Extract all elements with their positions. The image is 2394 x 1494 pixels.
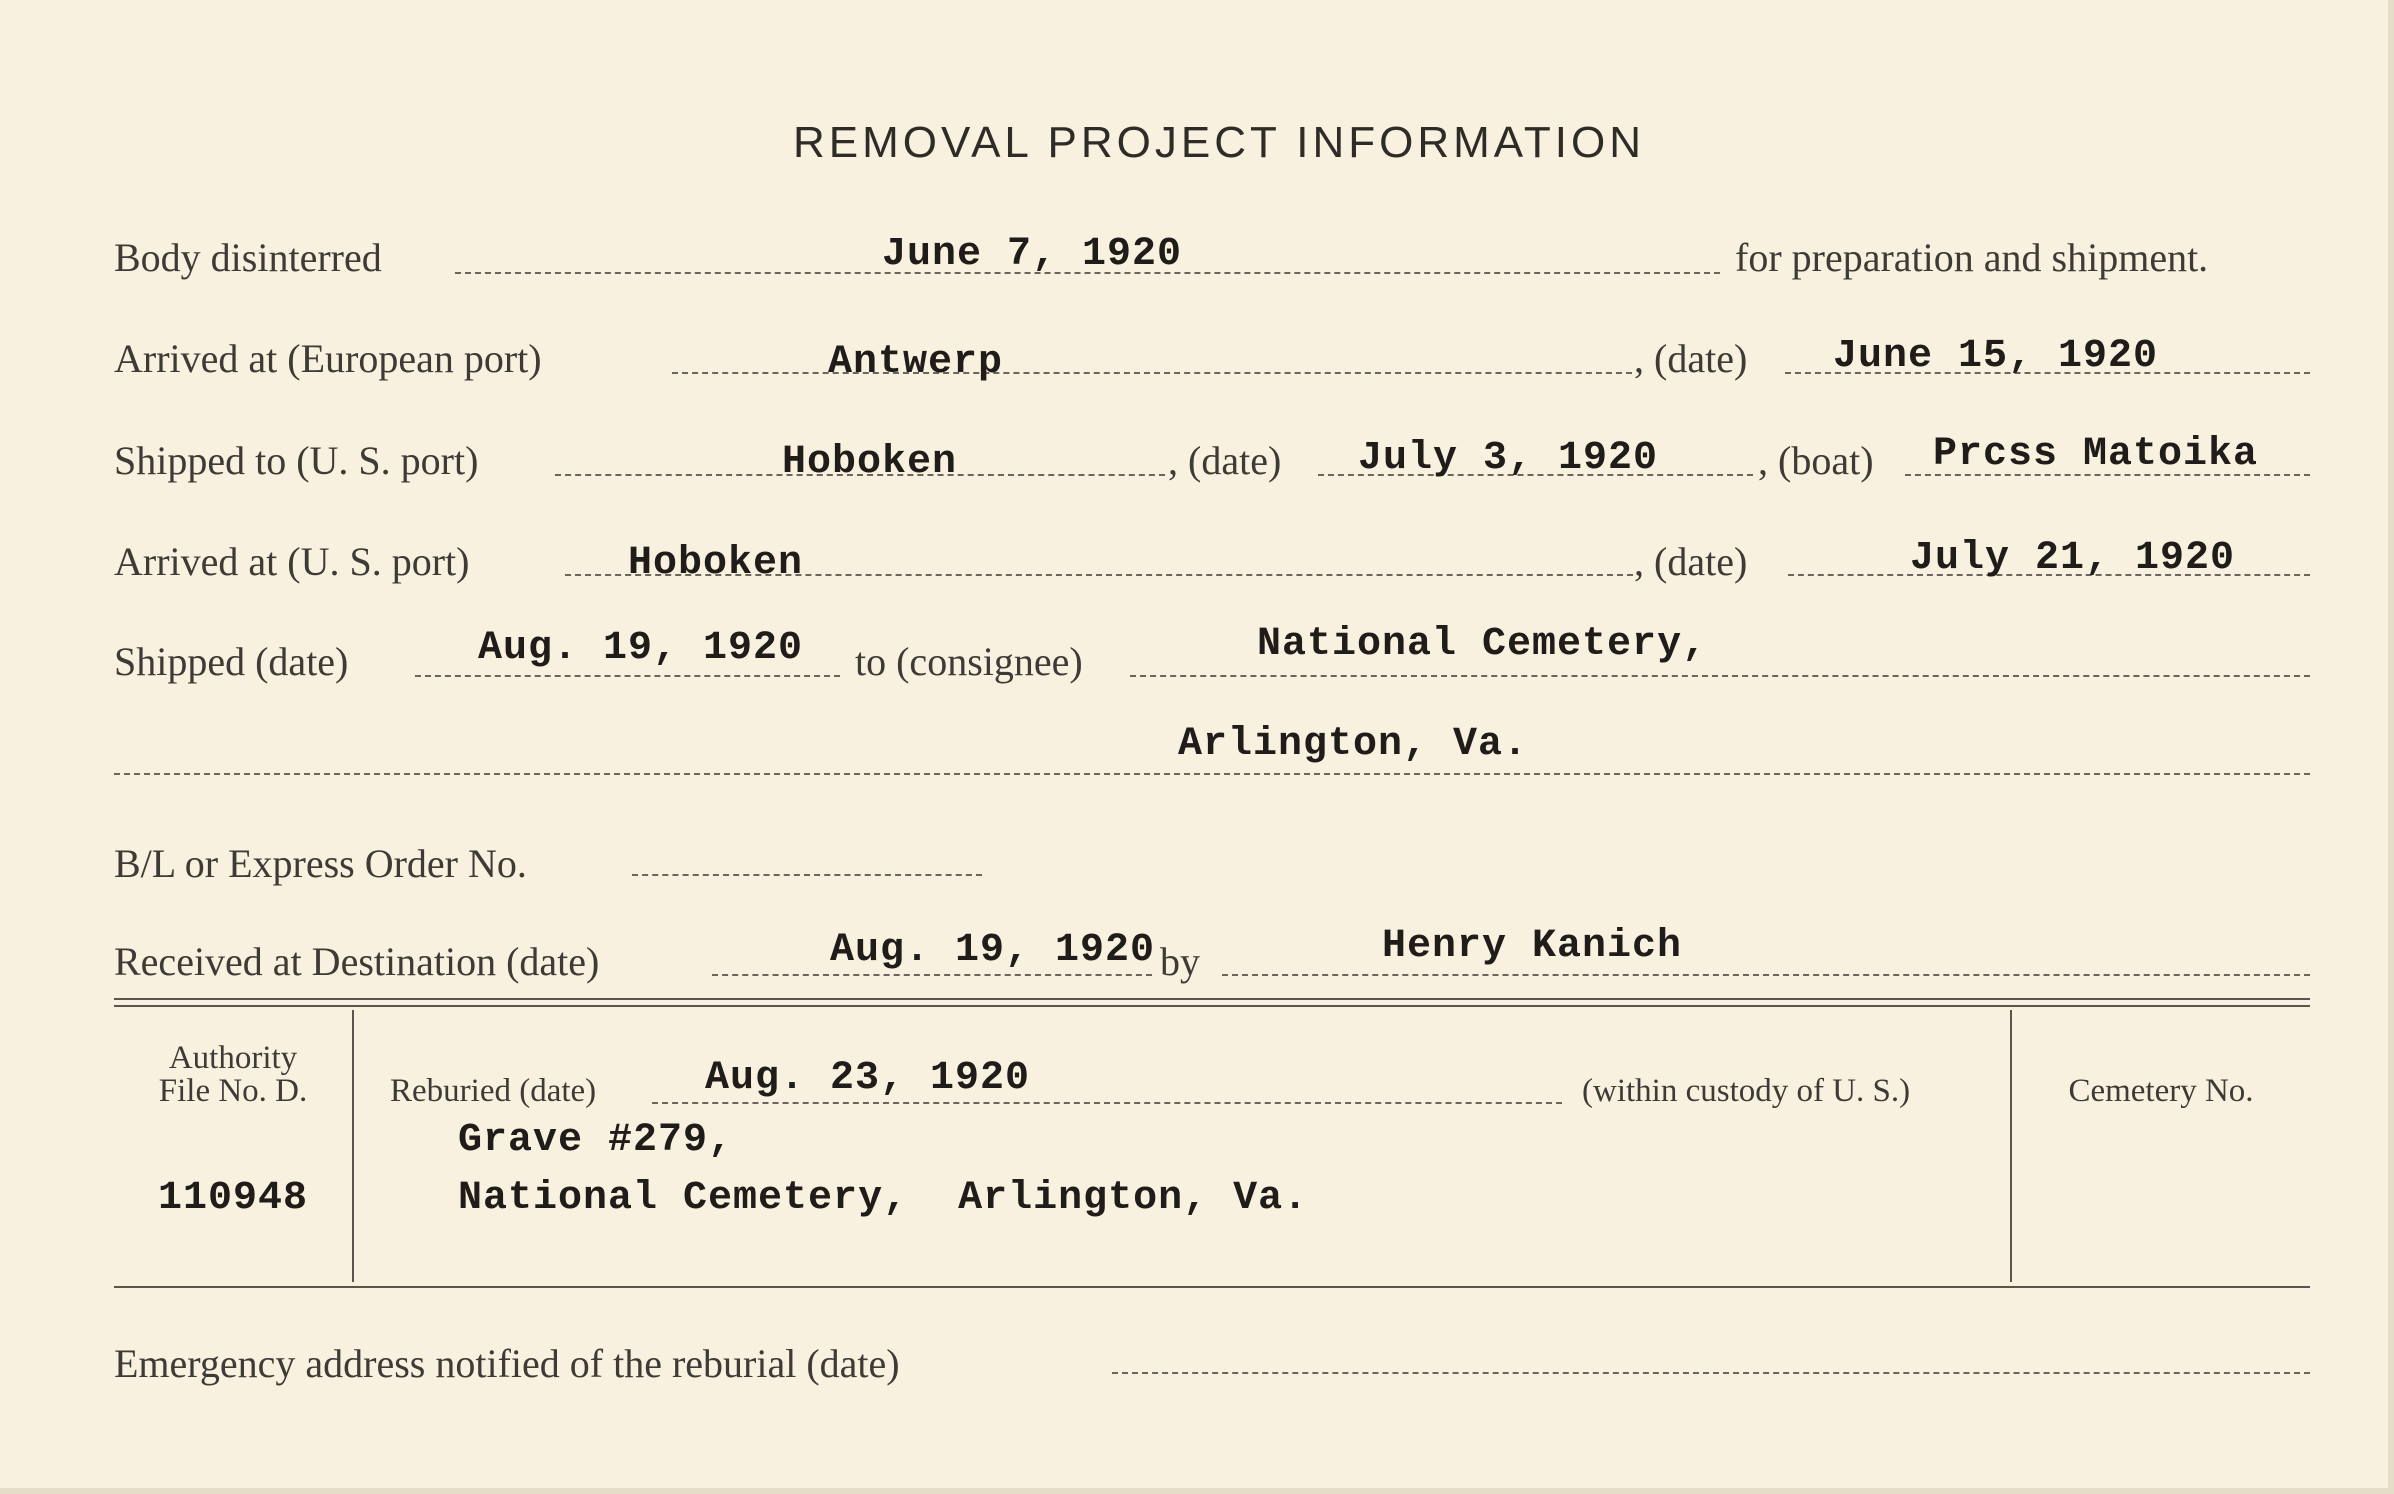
bl-order-line bbox=[632, 874, 982, 876]
custody-note: (within custody of U. S.) bbox=[1582, 1073, 1911, 1109]
shipped-date-label: Shipped (date) bbox=[114, 639, 349, 684]
us-port-arrived-value: Hoboken bbox=[628, 541, 804, 586]
received-by-label: by bbox=[1160, 939, 1200, 984]
grave-number: Grave #279, bbox=[458, 1118, 734, 1163]
consignee-label: to (consignee) bbox=[855, 639, 1083, 684]
box-top-rule-1 bbox=[114, 998, 2310, 1000]
authority-label-line2: File No. D. bbox=[158, 1073, 308, 1109]
reburied-date-line bbox=[652, 1102, 1562, 1104]
body-disinterred-label: Body disinterred bbox=[114, 235, 382, 280]
received-date-line bbox=[712, 974, 1152, 976]
consignee-line1: National Cemetery, bbox=[1257, 622, 1708, 667]
reburial-location: National Cemetery, Arlington, Va. bbox=[458, 1176, 1309, 1221]
boat-value: Prcss Matoika bbox=[1933, 432, 2259, 477]
authority-file-number: 110948 bbox=[157, 1176, 309, 1221]
reburied-label: Reburied (date) bbox=[390, 1073, 597, 1109]
box-bottom-rule bbox=[114, 1286, 2310, 1288]
emergency-line bbox=[1112, 1372, 2310, 1374]
body-disinterred-value: June 7, 1920 bbox=[882, 232, 1183, 277]
authority-label-line1: Authority bbox=[168, 1040, 298, 1076]
box-divider-right bbox=[2010, 1010, 2012, 1282]
us-port-shipped-date-label: , (date) bbox=[1168, 438, 1282, 483]
us-port-arrived-date-label: , (date) bbox=[1634, 539, 1748, 584]
shipped-date: Aug. 19, 1920 bbox=[478, 626, 804, 671]
consignee-line-2 bbox=[114, 773, 2310, 775]
received-by-line bbox=[1222, 974, 2310, 976]
emergency-label: Emergency address notified of the reburial (date) bbox=[114, 1341, 900, 1386]
cemetery-no-label: Cemetery No. bbox=[2068, 1073, 2254, 1109]
bl-order-label: B/L or Express Order No. bbox=[114, 841, 527, 886]
received-date: Aug. 19, 1920 bbox=[830, 928, 1156, 973]
us-port-arrived-date: July 21, 1920 bbox=[1910, 536, 2236, 581]
european-port-value: Antwerp bbox=[828, 340, 1004, 385]
consignee-line2: Arlington, Va. bbox=[1178, 722, 1529, 767]
us-port-arrived-label: Arrived at (U. S. port) bbox=[114, 539, 470, 584]
received-by: Henry Kanich bbox=[1382, 924, 1683, 969]
us-port-shipped-label: Shipped to (U. S. port) bbox=[114, 438, 479, 483]
received-label: Received at Destination (date) bbox=[114, 939, 600, 984]
box-top-rule-2 bbox=[114, 1005, 2310, 1007]
european-port-date: June 15, 1920 bbox=[1833, 334, 2159, 379]
shipped-date-line bbox=[415, 675, 840, 677]
european-port-label: Arrived at (European port) bbox=[114, 336, 542, 381]
reburied-date: Aug. 23, 1920 bbox=[705, 1056, 1031, 1101]
card-title: REMOVAL PROJECT INFORMATION bbox=[793, 118, 1645, 167]
us-port-shipped-date: July 3, 1920 bbox=[1358, 436, 1659, 481]
european-port-line bbox=[672, 372, 1632, 374]
body-disinterred-suffix: for preparation and shipment. bbox=[1735, 235, 2209, 280]
us-port-shipped-value: Hoboken bbox=[782, 440, 958, 485]
european-port-date-label: , (date) bbox=[1634, 336, 1748, 381]
consignee-line bbox=[1130, 675, 2310, 677]
box-divider-left bbox=[352, 1010, 354, 1282]
boat-label: , (boat) bbox=[1758, 438, 1874, 483]
